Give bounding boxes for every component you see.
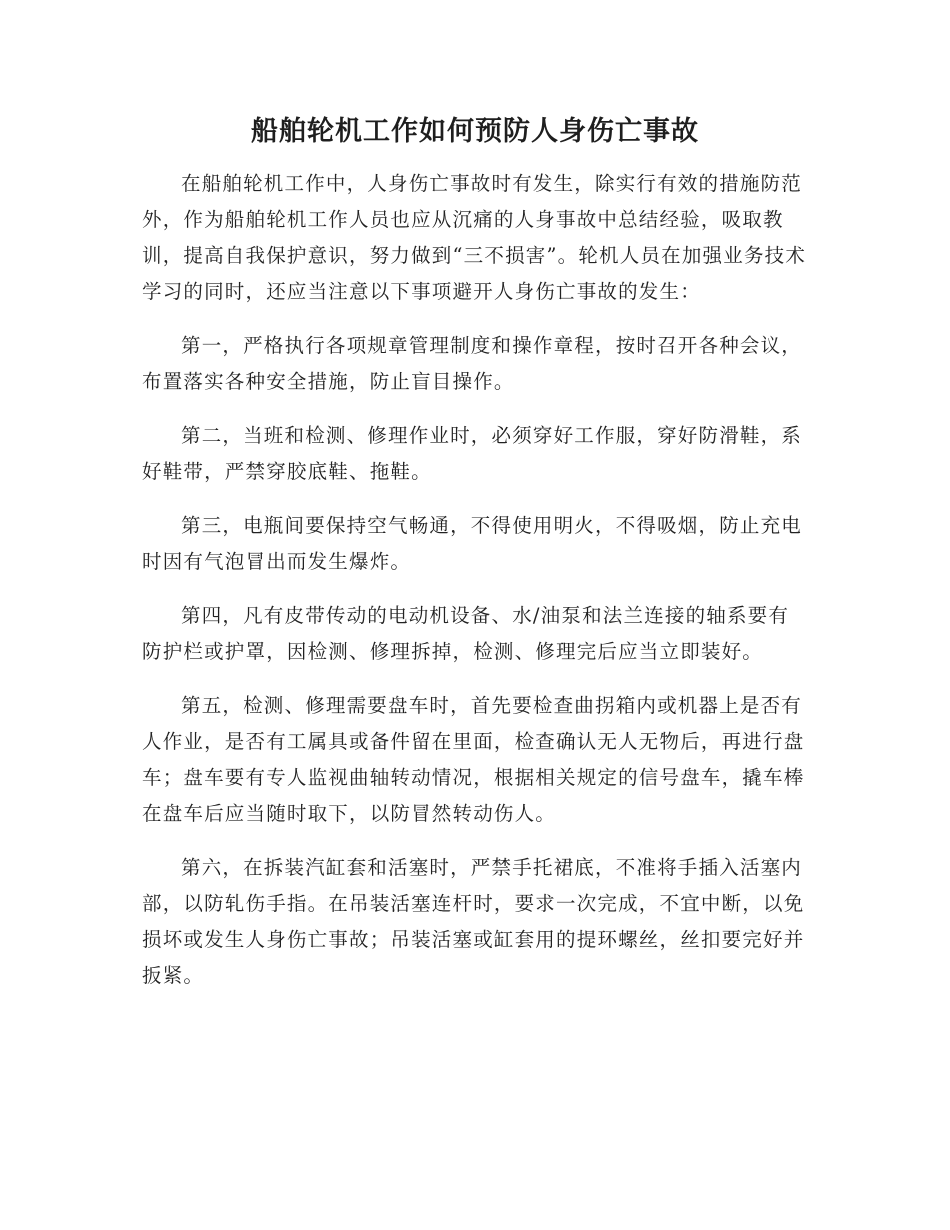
- paragraph-intro: 在船舶轮机工作中，人身伤亡事故时有发生，除实行有效的措施防范外，作为船舶轮机工作人员也应从沉痛的人身事故中总结经验，吸取教训，提高自我保护意识，努力做到“三不损害”。轮机人员在加强业务技术学习的同时，还应当注意以下事项避开人身伤亡事故的发生：: [142, 172, 807, 303]
- paragraph-rule-4: 第四，凡有皮带传动的电动机设备、水/油泵和法兰连接的轴系要有防护栏或护罩，因检测、修理拆掉，检测、修理完后应当立即装好。: [142, 604, 790, 663]
- paragraph-rule-2: 第二，当班和检测、修理作业时，必须穿好工作服，穿好防滑鞋，系好鞋带，严禁穿胶底鞋、拖鞋。: [142, 424, 803, 483]
- paragraph-rule-1: 第一，严格执行各项规章管理制度和操作章程，按时召开各种会议，布置落实各种安全措施，防止盲目操作。: [142, 334, 803, 393]
- paragraph-rule-5: 第五，检测、修理需要盘车时，首先要检查曲拐箱内或机器上是否有人作业，是否有工属具或备件留在里面，检查确认无人无物后，再进行盘车；盘车要有专人监视曲轴转动情况，根据相关规定的信号盘车，撬车棒在盘车后应当随时取下，以防冒然转动伤人。: [142, 694, 805, 825]
- document-page: [142, 108, 808, 1012]
- paragraph-rule-6: 第六，在拆装汽缸套和活塞时，严禁手托裙底，不准将手插入活塞内部，以防轧伤手指。在吊装活塞连杆时，要求一次完成，不宜中断，以免损坏或发生人身伤亡事故；吊装活塞或缸套用的提环螺丝，丝扣要完好并扳紧。: [142, 856, 805, 987]
- document-title: 船舶轮机工作如何预防人身伤亡事故: [251, 116, 699, 147]
- paragraph-rule-3: 第三，电瓶间要保持空气畅通，不得使用明火，不得吸烟，防止充电时因有气泡冒出而发生爆炸。: [142, 514, 803, 573]
